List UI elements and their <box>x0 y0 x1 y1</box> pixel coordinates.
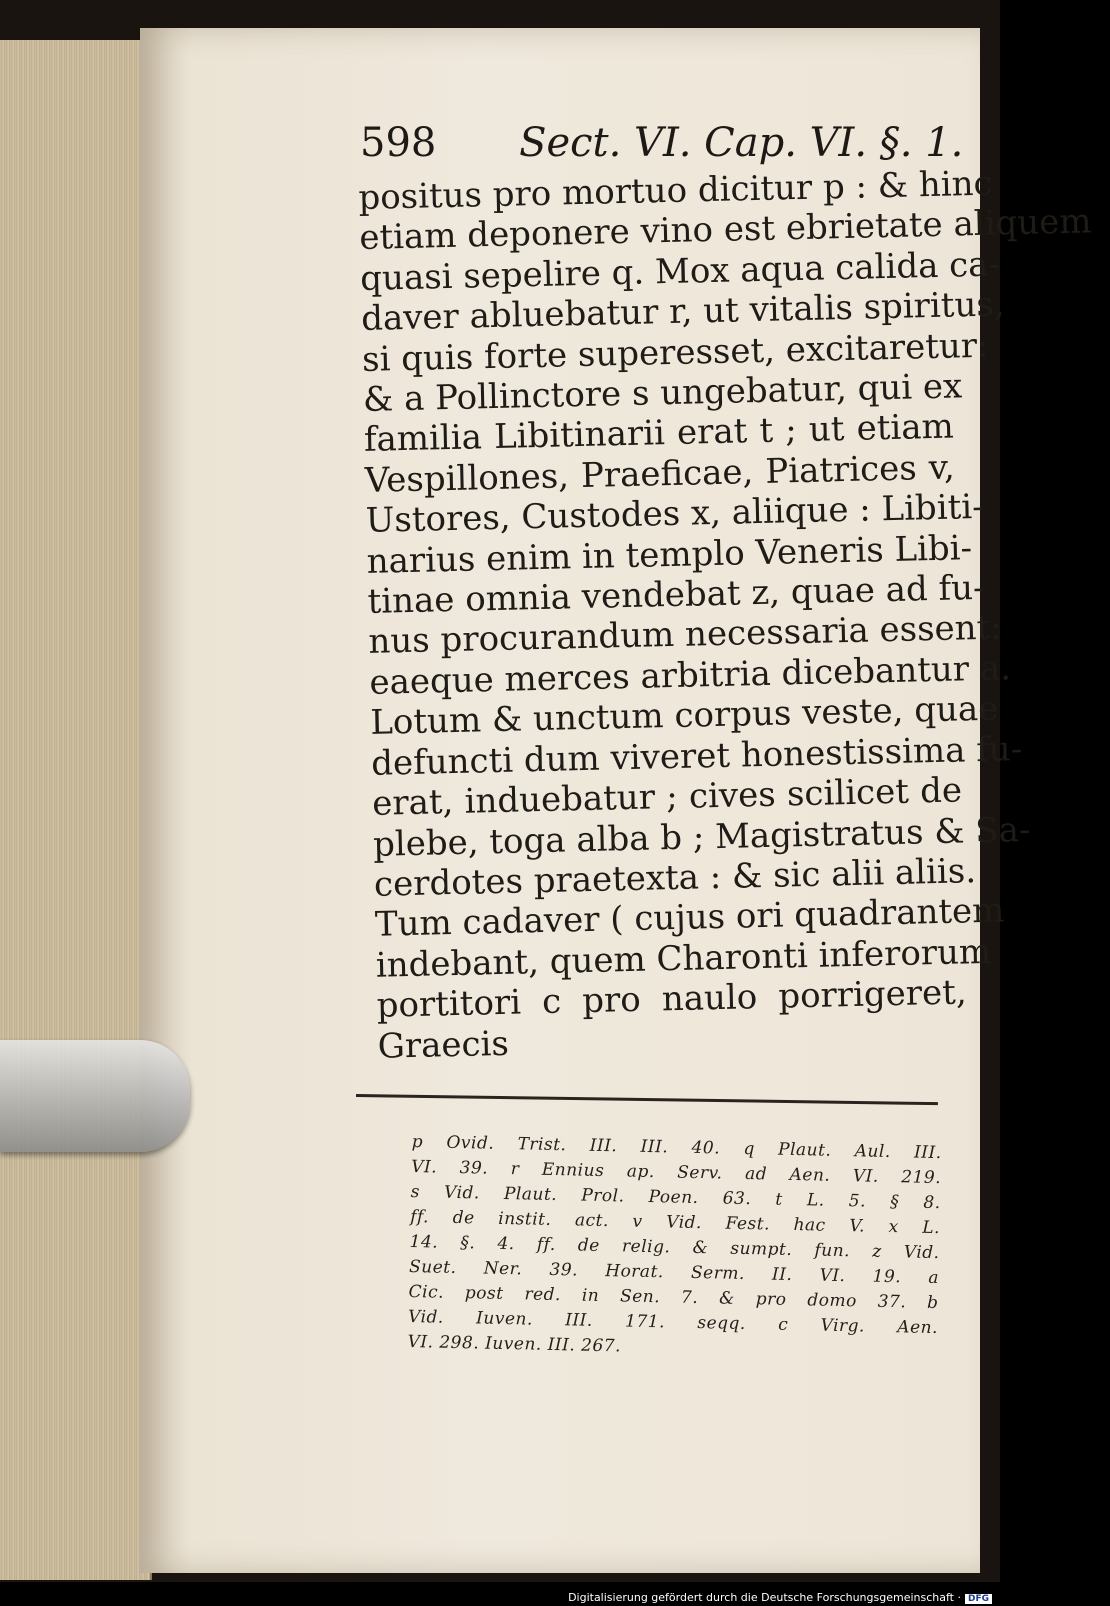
credit-text: Digitalisierung gefördert durch die Deutsche Forschungsgemeinschaft · <box>568 1591 961 1604</box>
text-line: nus procurandum necessaria essent: <box>368 607 1003 663</box>
page-number: 598 <box>360 120 437 166</box>
text-line: & a Pollinctore s ungebatur, qui ex <box>362 366 963 420</box>
text-line: eaeque merces arbitria dicebantur a. <box>369 648 1012 703</box>
text-line: Vespillones, Praeficae, Piatrices v, <box>364 447 956 501</box>
catchword: Graecis <box>377 1023 510 1067</box>
page-edges <box>0 40 152 1580</box>
page-header <box>360 120 964 166</box>
text-line: erat, induebatur ; cives scilicet de <box>371 770 963 824</box>
text-line: cerdotes praetexta : & sic alii aliis. <box>373 851 977 905</box>
footnote-line: p Ovid. Trist. III. III. 40. q Plaut. Aul. III. <box>411 1131 942 1164</box>
running-head: Sect. VI. Cap. VI. §. 1. <box>519 120 964 166</box>
dfg-logo: DFG <box>965 1594 992 1604</box>
main-text <box>358 163 1092 1067</box>
footnote-line: s Vid. Plaut. Prol. Poen. 63. t L. 5. § 8. <box>410 1181 941 1214</box>
text-line: indebant, quem Charonti inferorum <box>375 931 992 986</box>
footnote-line: VI. 39. r Ennius ap. Serv. ad Aen. VI. 219. <box>411 1156 942 1189</box>
footnote-line: ff. de instit. act. v Vid. Fest. hac V. x L. <box>409 1206 941 1239</box>
footnote-line: Suet. Ner. 39. Horat. Serm. II. VI. 19. a <box>408 1256 940 1289</box>
text-line: etiam deponere vino est ebrietate aliquem <box>358 201 1092 259</box>
text-line: narius enim in templo Veneris Libi- <box>366 527 973 582</box>
footnote-line: 14. §. 4. ff. de relig. & sumpt. fun. z Vid. <box>409 1231 940 1264</box>
page-clip <box>0 1040 190 1152</box>
footnote-line: Cic. post red. in Sen. 7. & pro domo 37. b <box>408 1281 939 1314</box>
text-line: portitori c pro naulo porrigeret, <box>376 972 968 1026</box>
text-line: positus pro mortuo dicitur p : & hinc <box>358 163 994 218</box>
text-line: Lotum & unctum corpus veste, quae <box>369 688 999 744</box>
footnote-line: Vid. Iuven. III. 171. seqq. c Virg. Aen. <box>407 1306 939 1339</box>
text-line: daver abluebatur r, ut vitalis spiritus, <box>360 284 1006 340</box>
text-line: Tum cadaver ( cujus ori quadrantem <box>374 890 1005 946</box>
text-line: quasi sepelire q. Mox aqua calida ca- <box>359 244 1001 299</box>
text-line: si quis forte superesset, excitaretur: <box>361 325 989 380</box>
digitization-credit <box>568 1591 992 1604</box>
footnotes <box>407 1130 942 1366</box>
text-line: plebe, toga alba b ; Magistratus & Sa- <box>372 809 1031 865</box>
text-line: familia Libitinarii erat t ; ut etiam <box>363 406 955 461</box>
text-line: tinae omnia vendebat z, quae ad fu- <box>367 567 985 622</box>
text-line: defuncti dum viveret honestissima fu- <box>370 728 1023 784</box>
footnote-line: VI. 298. Iuven. III. 267. <box>407 1331 622 1357</box>
text-line: Ustores, Custodes x, aliique : Libiti- <box>365 487 985 542</box>
